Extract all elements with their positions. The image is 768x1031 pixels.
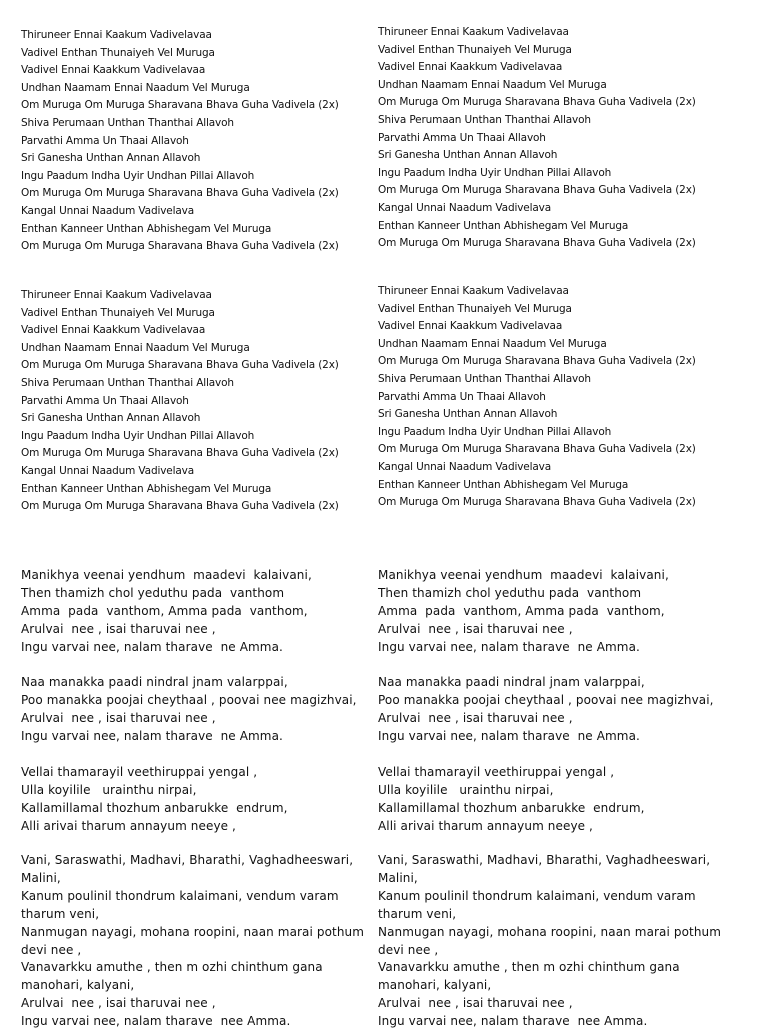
lyric-line: Thiruneer Ennai Kaakum Vadivelavaa	[21, 289, 212, 301]
lyric-line: Ingu Paadum Indha Uyir Undhan Pillai Allavoh	[378, 166, 612, 179]
lyric-line: Vadivel Enthan Thunaiyeh Vel Muruga	[21, 306, 215, 319]
song-line: Vani, Saraswathi, Madhavi, Bharathi, Vaghadheeswari,	[21, 853, 354, 867]
lyric-line: Kangal Unnai Naadum Vadivelava	[378, 201, 551, 214]
lyric-line: Vadivel Ennai Kaakkum Vadivelavaa	[21, 324, 206, 337]
lyric-line: Om Muruga Om Muruga Sharavana Bhava Guha Vadivela (2x)	[378, 184, 696, 197]
song-stanza	[378, 852, 722, 1031]
song-line: Ingu varvai nee, nalam tharave ne Amma.	[21, 728, 283, 743]
lyric-line: Parvathi Amma Un Thaai Allavoh	[378, 131, 546, 144]
lyric-line: Sri Ganesha Unthan Annan Allavoh	[21, 152, 201, 165]
lyric-line: Kangal Unnai Naadum Vadivelava	[21, 464, 194, 477]
song-line: Then thamizh chol yeduthu pada vanthom	[378, 585, 642, 600]
lyric-line: Shiva Perumaan Unthan Thanthai Allavoh	[378, 372, 591, 385]
song-line: Vanavarkku amuthe , then m ozhi chinthum gana	[21, 960, 323, 975]
song-line: Ingu varvai nee, nalam tharave ne Amma.	[21, 639, 283, 654]
lyric-line: Ingu Paadum Indha Uyir Undhan Pillai Allavoh	[378, 425, 612, 438]
lyric-line: Kangal Unnai Naadum Vadivelava	[378, 460, 551, 473]
song-line: Nanmugan nayagi, mohana roopini, naan marai pothum	[378, 924, 722, 939]
song-line: Arulvai nee , isai tharuvai nee ,	[21, 621, 216, 636]
song-stanza	[378, 764, 713, 836]
song-line: Vani, Saraswathi, Madhavi, Bharathi, Vaghadheeswari,	[378, 853, 711, 867]
song-line: Vellai thamarayil veethiruppai yengal ,	[378, 765, 615, 779]
song-line: Naa manakka paadi nindral jnam valarppai,	[378, 675, 645, 689]
song-line: Amma pada vanthom, Amma pada vanthom,	[378, 603, 665, 618]
song-line: Manikhya veenai yendhum maadevi kalaivani,	[378, 568, 669, 582]
lyric-line: Sri Ganesha Unthan Annan Allavoh	[378, 408, 558, 421]
lyric-line: Shiva Perumaan Unthan Thanthai Allavoh	[21, 116, 234, 129]
lyric-line: Vadivel Ennai Kaakkum Vadivelavaa	[378, 61, 563, 74]
lyric-line: Vadivel Enthan Thunaiyeh Vel Muruga	[378, 43, 572, 56]
song-line: devi nee ,	[21, 942, 82, 957]
song-line: Alli arivai tharum annayum neeye ,	[378, 818, 593, 833]
lyric-line: Kangal Unnai Naadum Vadivelava	[21, 204, 194, 217]
lyric-line: Om Muruga Om Muruga Sharavana Bhava Guha Vadivela (2x)	[378, 355, 696, 368]
song-line: Arulvai nee , isai tharuvai nee ,	[21, 996, 216, 1011]
song-line: Kanum poulinil thondrum kalaimani, vendum varam	[378, 888, 696, 903]
song-line: Ingu varvai nee, nalam tharave nee Amma.	[21, 1014, 291, 1029]
song-line: Alli arivai tharum annayum neeye ,	[21, 818, 236, 833]
lyric-line: Thiruneer Ennai Kaakum Vadivelavaa	[378, 26, 569, 38]
song-line: Malini,	[21, 870, 61, 885]
song-line: Ingu varvai nee, nalam tharave nee Amma.	[378, 1014, 648, 1029]
song-line: Vellai thamarayil veethiruppai yengal ,	[21, 765, 258, 779]
lyric-line: Enthan Kanneer Unthan Abhishegam Vel Muruga	[378, 478, 629, 491]
song-line: Poo manakka poojai cheythaal , poovai nee magizhvai,	[21, 692, 357, 707]
lyric-line: Sri Ganesha Unthan Annan Allavoh	[378, 149, 558, 162]
lyric-line: Shiva Perumaan Unthan Thanthai Allavoh	[21, 376, 234, 389]
song-line: Amma pada vanthom, Amma pada vanthom,	[21, 603, 308, 618]
lyric-line: Om Muruga Om Muruga Sharavana Bhava Guha Vadivela (2x)	[21, 99, 339, 112]
song-line: Kallamillamal thozhum anbarukke endrum,	[21, 800, 288, 815]
lyric-line: Vadivel Ennai Kaakkum Vadivelavaa	[378, 320, 563, 333]
lyric-line: Om Muruga Om Muruga Sharavana Bhava Guha Vadivela (2x)	[378, 96, 696, 109]
song-line: Manikhya veenai yendhum maadevi kalaivani,	[21, 568, 312, 582]
lyric-line: Undhan Naamam Ennai Naadum Vel Muruga	[21, 341, 250, 354]
song-line: Arulvai nee , isai tharuvai nee ,	[21, 710, 216, 725]
song-line: manohari, kalyani,	[378, 978, 492, 993]
song-stanza	[378, 567, 713, 657]
song-line: Malini,	[378, 870, 418, 885]
lyric-line: Om Muruga Om Muruga Sharavana Bhava Guha Vadivela (2x)	[378, 496, 696, 509]
lyric-line: Om Muruga Om Muruga Sharavana Bhava Guha Vadivela (2x)	[21, 359, 339, 372]
lyric-line: Undhan Naamam Ennai Naadum Vel Muruga	[378, 78, 607, 91]
lyric-line: Enthan Kanneer Unthan Abhishegam Vel Muruga	[21, 222, 272, 235]
lyric-line: Vadivel Enthan Thunaiyeh Vel Muruga	[21, 46, 215, 59]
song-line: tharum veni,	[21, 906, 100, 921]
song-line: Nanmugan nayagi, mohana roopini, naan marai pothum	[21, 924, 365, 939]
song-stanza	[21, 852, 365, 1031]
lyric-line: Om Muruga Om Muruga Sharavana Bhava Guha Vadivela (2x)	[21, 240, 339, 253]
song-line: Then thamizh chol yeduthu pada vanthom	[21, 585, 285, 600]
song-line: Ingu varvai nee, nalam tharave ne Amma.	[378, 728, 640, 743]
lyric-line: Shiva Perumaan Unthan Thanthai Allavoh	[378, 113, 591, 126]
song-stanza	[21, 674, 356, 746]
murugan-lyrics-block	[378, 283, 738, 512]
lyric-line: Ingu Paadum Indha Uyir Undhan Pillai Allavoh	[21, 169, 255, 182]
lyric-line: Parvathi Amma Un Thaai Allavoh	[21, 394, 189, 407]
lyric-line: Parvathi Amma Un Thaai Allavoh	[378, 390, 546, 403]
song-line: devi nee ,	[378, 942, 439, 957]
lyric-line: Om Muruga Om Muruga Sharavana Bhava Guha Vadivela (2x)	[378, 443, 696, 456]
song-stanza	[378, 674, 713, 746]
song-line: Kanum poulinil thondrum kalaimani, vendum varam	[21, 888, 339, 903]
lyric-line: Thiruneer Ennai Kaakum Vadivelavaa	[21, 29, 212, 41]
song-line: Ingu varvai nee, nalam tharave ne Amma.	[378, 639, 640, 654]
song-line: Arulvai nee , isai tharuvai nee ,	[378, 996, 573, 1011]
song-stanza	[21, 567, 356, 657]
lyric-line: Enthan Kanneer Unthan Abhishegam Vel Muruga	[21, 482, 272, 495]
lyric-line: Vadivel Ennai Kaakkum Vadivelavaa	[21, 64, 206, 77]
lyric-line: Ingu Paadum Indha Uyir Undhan Pillai Allavoh	[21, 429, 255, 442]
song-line: Poo manakka poojai cheythaal , poovai nee magizhvai,	[378, 692, 714, 707]
lyric-line: Undhan Naamam Ennai Naadum Vel Muruga	[21, 81, 250, 94]
lyric-line: Vadivel Enthan Thunaiyeh Vel Muruga	[378, 302, 572, 315]
lyric-line: Om Muruga Om Muruga Sharavana Bhava Guha Vadivela (2x)	[378, 237, 696, 250]
lyric-line: Parvathi Amma Un Thaai Allavoh	[21, 134, 189, 147]
lyric-line: Sri Ganesha Unthan Annan Allavoh	[21, 412, 201, 425]
song-line: Arulvai nee , isai tharuvai nee ,	[378, 710, 573, 725]
lyric-line: Om Muruga Om Muruga Sharavana Bhava Guha Vadivela (2x)	[21, 187, 339, 200]
song-line: Ulla koyilile urainthu nirpai,	[21, 782, 197, 797]
lyric-line: Om Muruga Om Muruga Sharavana Bhava Guha Vadivela (2x)	[21, 447, 339, 460]
song-line: manohari, kalyani,	[21, 978, 135, 993]
song-line: Ulla koyilile urainthu nirpai,	[378, 782, 554, 797]
lyric-line: Enthan Kanneer Unthan Abhishegam Vel Muruga	[378, 219, 629, 232]
song-stanza	[21, 764, 356, 836]
lyric-line: Thiruneer Ennai Kaakum Vadivelavaa	[378, 285, 569, 297]
lyric-line: Om Muruga Om Muruga Sharavana Bhava Guha Vadivela (2x)	[21, 500, 339, 513]
song-line: Kallamillamal thozhum anbarukke endrum,	[378, 800, 645, 815]
song-line: Vanavarkku amuthe , then m ozhi chinthum gana	[378, 960, 680, 975]
murugan-lyrics-block	[21, 287, 381, 516]
lyric-line: Undhan Naamam Ennai Naadum Vel Muruga	[378, 337, 607, 350]
song-line: Arulvai nee , isai tharuvai nee ,	[378, 621, 573, 636]
song-line: Naa manakka paadi nindral jnam valarppai,	[21, 675, 288, 689]
song-line: tharum veni,	[378, 906, 457, 921]
